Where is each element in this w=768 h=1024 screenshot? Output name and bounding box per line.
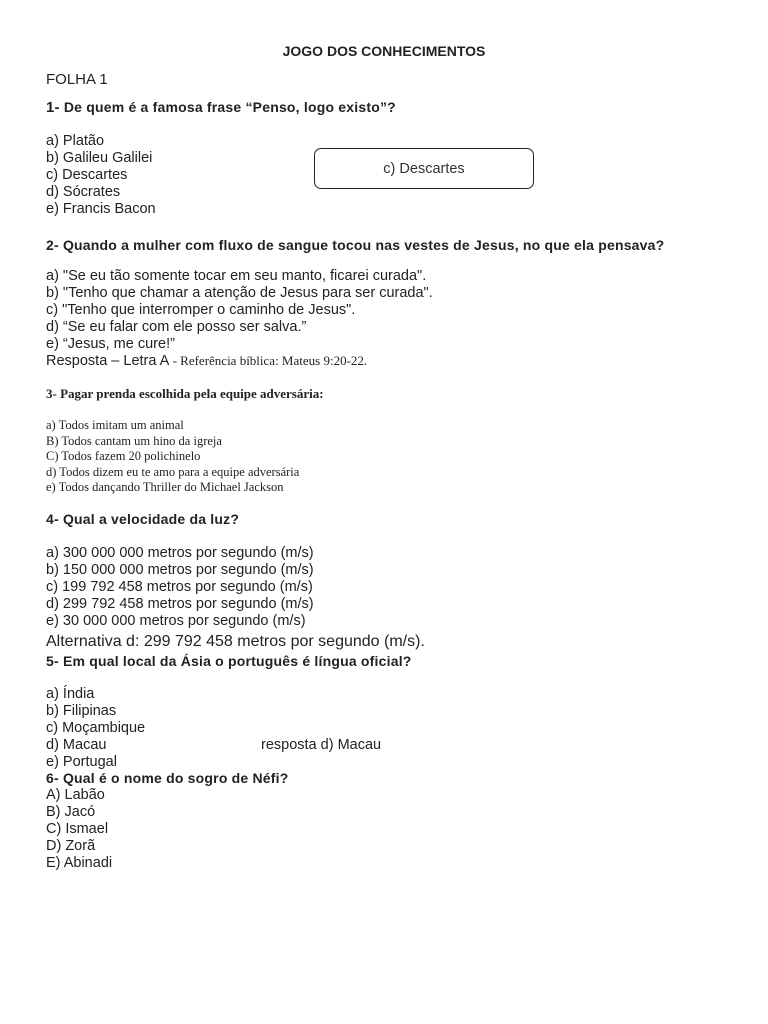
option: b) Galileu Galilei xyxy=(46,150,153,166)
option: B) Todos cantam um hino da igreja xyxy=(46,433,222,448)
question-6-options xyxy=(46,787,112,872)
question-1-options xyxy=(46,133,156,218)
option: d) Sócrates xyxy=(46,184,121,200)
question-2-options xyxy=(46,268,433,353)
option: a) Índia xyxy=(46,686,95,702)
sheet-label: FOLHA 1 xyxy=(46,71,108,88)
question-1-text: De quem é a famosa frase “Penso, logo existo”? xyxy=(59,99,396,115)
question-1-number: 1- xyxy=(46,99,60,116)
option: a) 300 000 000 metros por segundo (m/s) xyxy=(46,545,314,561)
question-3: 3- Pagar prenda escolhida pela equipe adversária: xyxy=(46,386,324,401)
question-6: 6- Qual é o nome do sogro de Néfi? xyxy=(46,770,289,786)
option: a) Todos imitam um animal xyxy=(46,418,184,432)
answer-box xyxy=(314,148,534,189)
option: a) Platão xyxy=(46,133,105,149)
question-5-options xyxy=(46,686,145,771)
bible-reference: - Referência bíblica: Mateus 9:20-22. xyxy=(169,353,368,368)
question-2: 2- Quando a mulher com fluxo de sangue tocou nas vestes de Jesus, no que ela pensava? xyxy=(46,237,665,253)
option: b) 150 000 000 metros por segundo (m/s) xyxy=(46,562,314,578)
option: b) "Tenho que chamar a atenção de Jesus para ser curada". xyxy=(46,285,433,301)
option: d) Todos dizem eu te amo para a equipe adversária xyxy=(46,464,300,479)
question-3-options xyxy=(46,418,299,496)
document-title: JOGO DOS CONHECIMENTOS xyxy=(282,43,486,59)
option: d) 299 792 458 metros por segundo (m/s) xyxy=(46,596,314,612)
answer-text: Resposta – Letra A xyxy=(46,353,170,369)
question-5: 5- Em qual local da Ásia o português é língua oficial? xyxy=(46,653,412,669)
option: e) Todos dançando Thriller do Michael Jackson xyxy=(46,480,284,494)
option: d) Macau xyxy=(46,737,107,753)
question-4-options xyxy=(46,545,314,630)
option: e) “Jesus, me cure!” xyxy=(46,336,175,352)
option: b) Filipinas xyxy=(46,703,117,719)
option: a) "Se eu tão somente tocar em seu manto, ficarei curada". xyxy=(46,268,427,284)
option: C) Todos fazem 20 polichinelo xyxy=(46,449,201,463)
question-4: 4- Qual a velocidade da luz? xyxy=(46,511,240,527)
question-5-answer: resposta d) Macau xyxy=(261,737,382,753)
option: B) Jacó xyxy=(46,804,96,820)
question-2-answer xyxy=(46,353,367,369)
question-4-answer: Alternativa d: 299 792 458 metros por segundo (m/s). xyxy=(46,633,425,650)
option: e) Francis Bacon xyxy=(46,201,156,217)
answer-box-text: c) Descartes xyxy=(383,160,465,177)
option: e) 30 000 000 metros por segundo (m/s) xyxy=(46,613,306,629)
option: D) Zorã xyxy=(46,838,96,854)
option: C) Ismael xyxy=(46,821,109,837)
option: c) "Tenho que interromper o caminho de Jesus". xyxy=(46,302,356,318)
option: d) “Se eu falar com ele posso ser salva.” xyxy=(46,319,307,335)
option: c) 199 792 458 metros por segundo (m/s) xyxy=(46,579,313,595)
question-1 xyxy=(46,99,396,116)
option: A) Labão xyxy=(46,787,105,803)
option: c) Descartes xyxy=(46,167,128,183)
option: c) Moçambique xyxy=(46,720,146,736)
option: e) Portugal xyxy=(46,754,117,770)
option: E) Abinadi xyxy=(46,855,113,871)
